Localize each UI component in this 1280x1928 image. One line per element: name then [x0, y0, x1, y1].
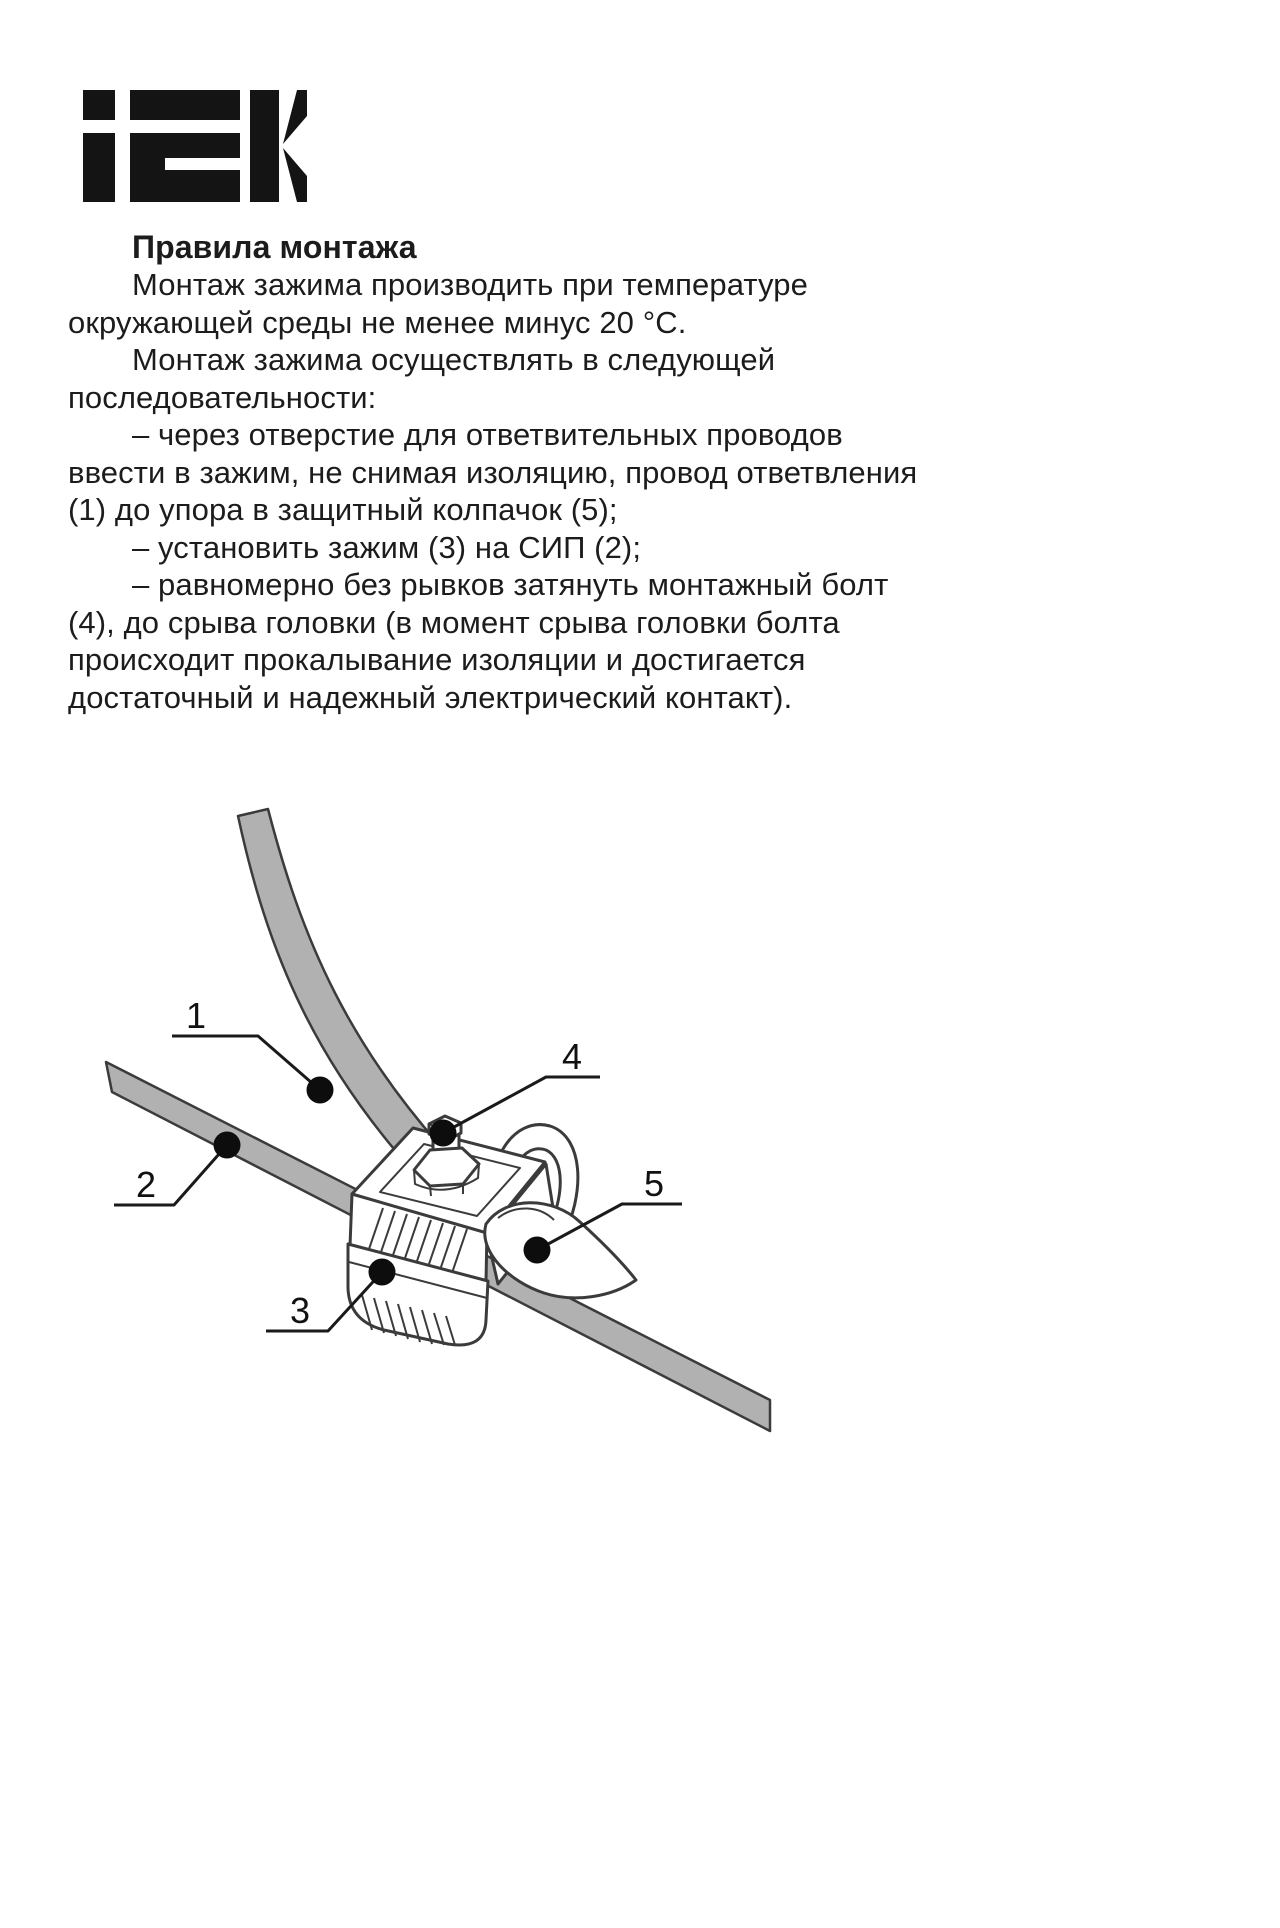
- paragraph-step-insert-wire: – через отверстие для ответвительных проводов ввести в зажим, не снимая изоляцию, провод ответвления (1) до упора в защитный колпачок (5);: [68, 417, 918, 527]
- callout-4-dot-mounting-bolt: [430, 1120, 457, 1147]
- callout-3-label: 3: [289, 1290, 311, 1331]
- paragraph-sequence-intro: Монтаж зажима осуществлять в следующей последовательности:: [68, 342, 776, 415]
- callout-2-dot-main-wire: [214, 1132, 241, 1159]
- callout-4-label: 4: [561, 1036, 583, 1077]
- paragraph-step-install-clamp: – установить зажим (3) на СИП (2);: [132, 529, 642, 565]
- paragraph-temperature: Монтаж зажима производить при температуре окружающей среды не менее минус 20 °С.: [68, 267, 808, 340]
- callout-5-label: 5: [643, 1163, 665, 1204]
- section-heading: Правила монтажа: [132, 229, 417, 265]
- callout-3-dot-clamp-body: [369, 1259, 396, 1286]
- callout-5-dot-protective-cap: [524, 1237, 551, 1264]
- callout-2-leader: [114, 1145, 227, 1205]
- callout-1-leader: [172, 1036, 320, 1090]
- callout-1-label: 1: [185, 995, 207, 1036]
- callout-1-dot-branch-wire: [307, 1077, 334, 1104]
- paragraph-step-tighten-bolt: – равномерно без рывков затянуть монтажный болт (4), до срыва головки (в момент срыва головки болта происходит прокалывание изоляции и достигается достаточный и надежный электрический контакт).: [68, 567, 889, 715]
- callout-2-label: 2: [135, 1164, 157, 1205]
- callout-4-leader: [443, 1077, 600, 1133]
